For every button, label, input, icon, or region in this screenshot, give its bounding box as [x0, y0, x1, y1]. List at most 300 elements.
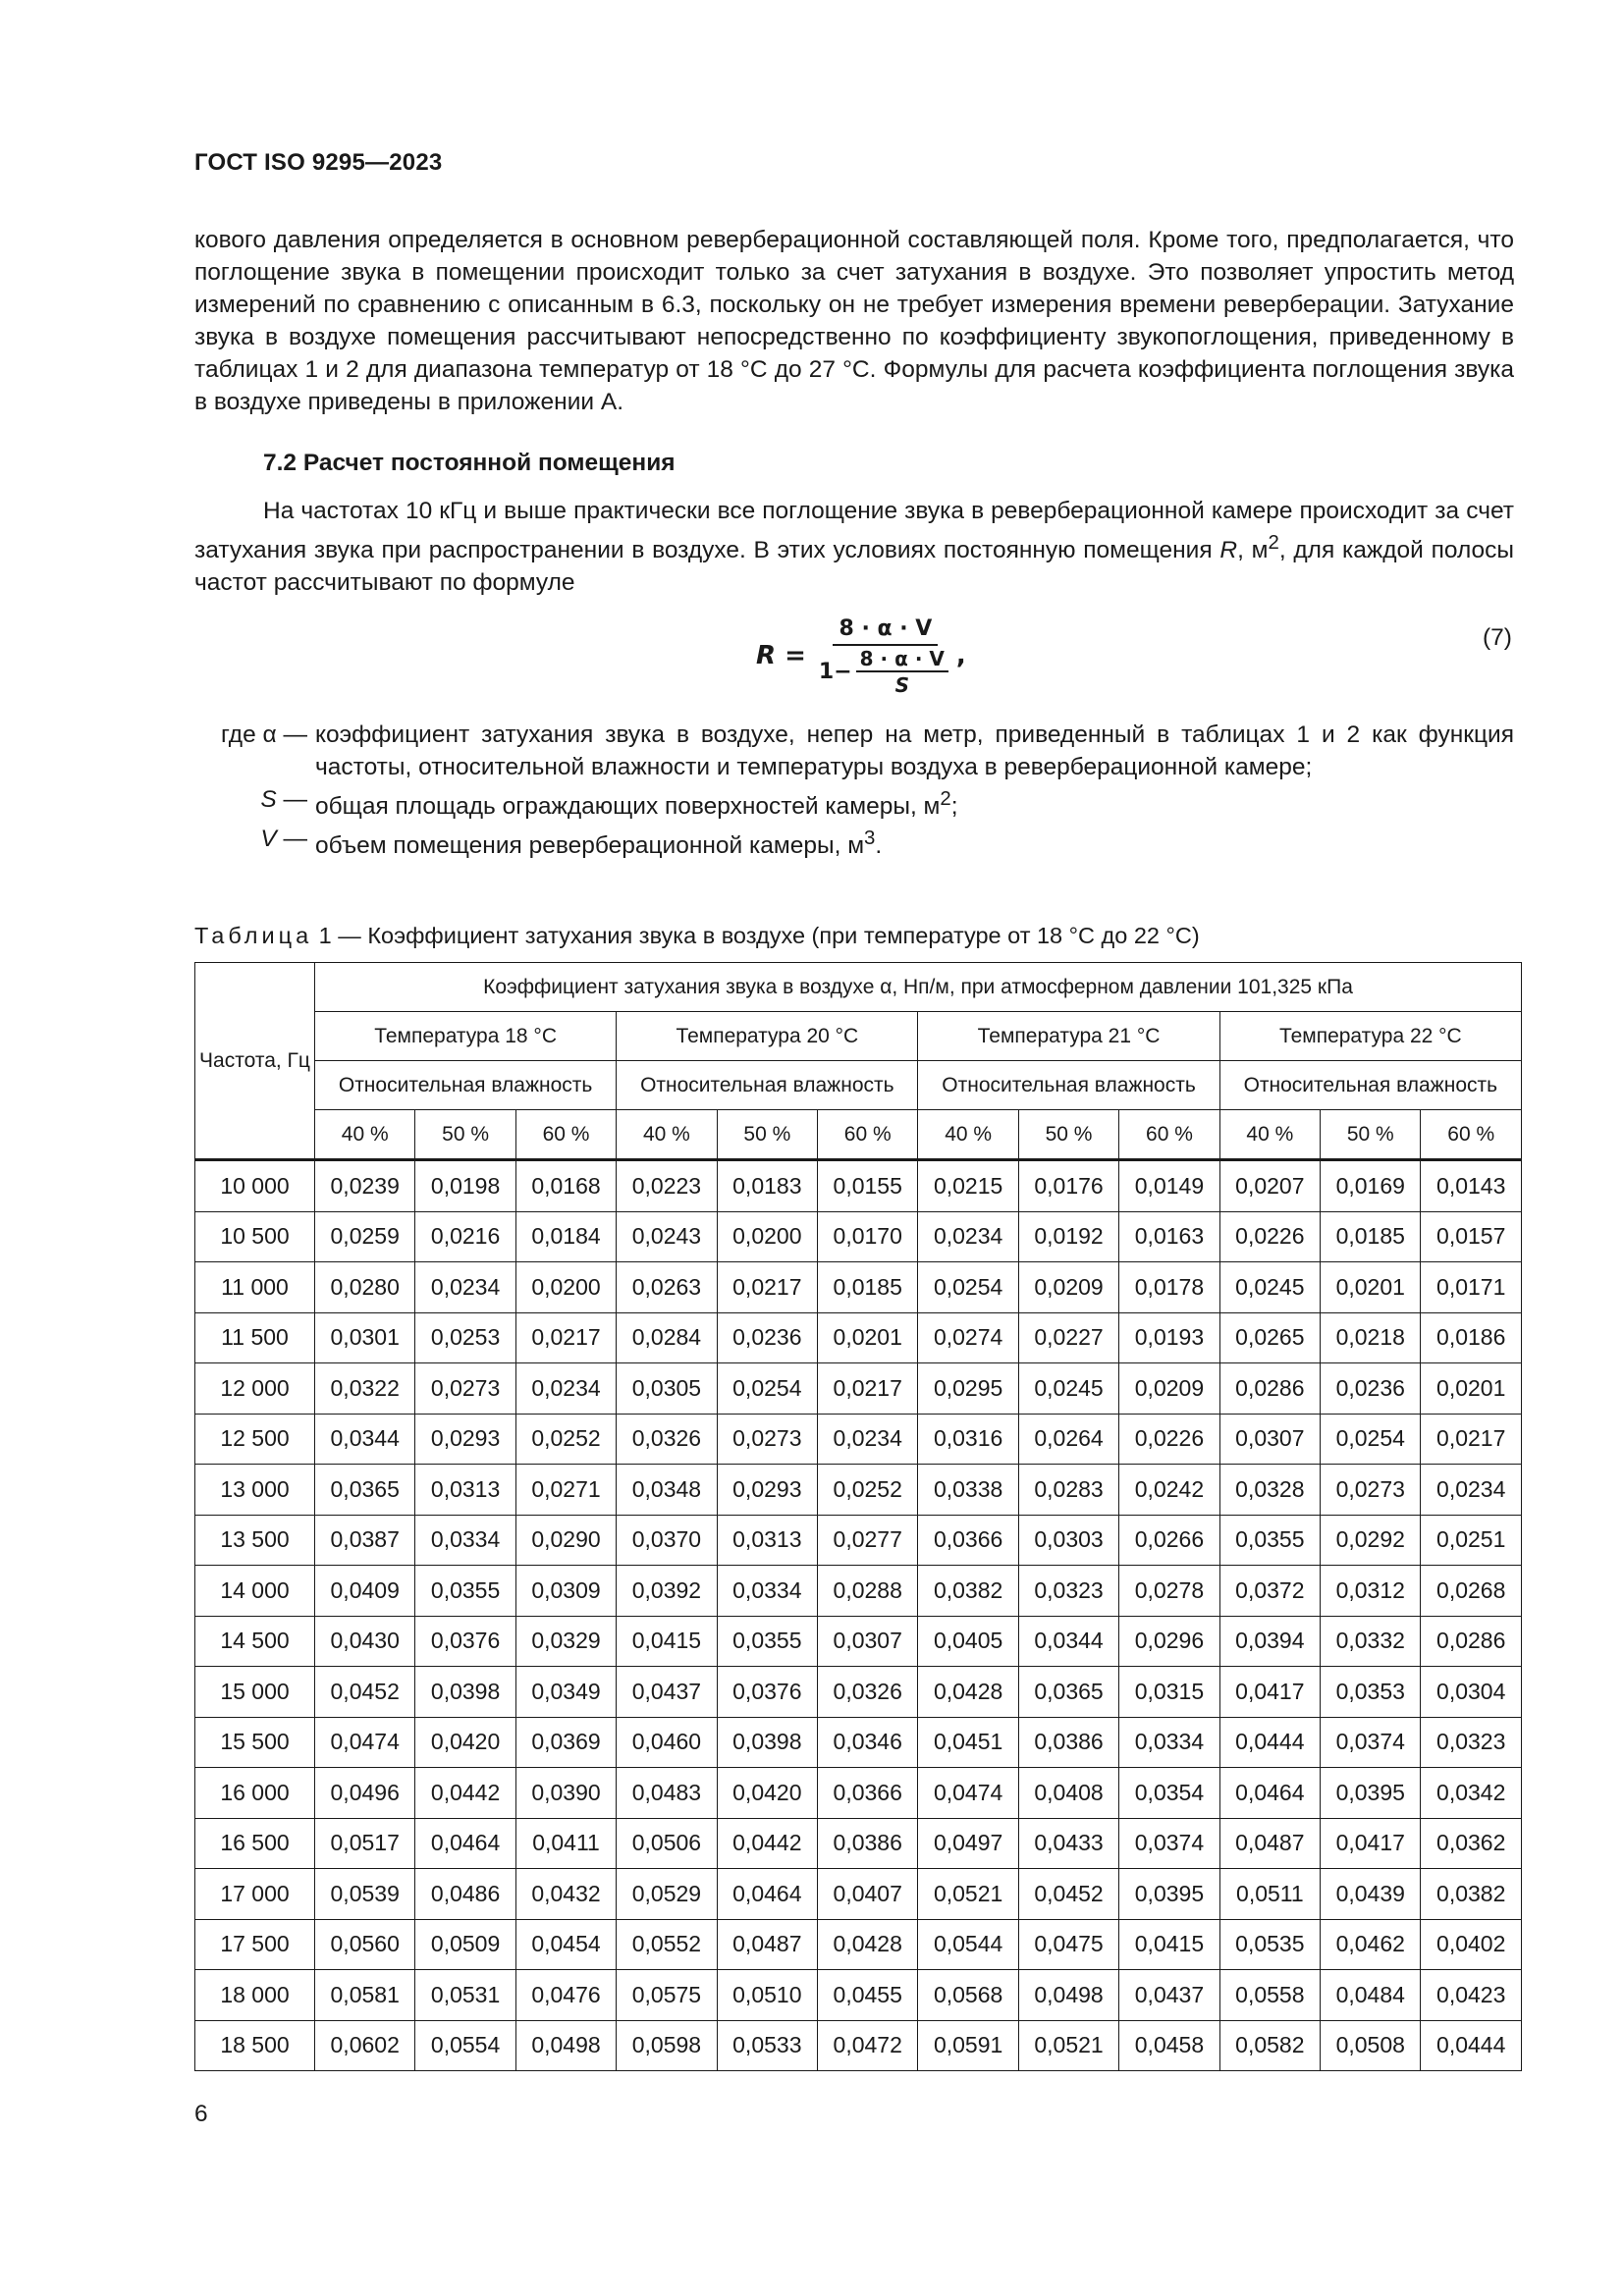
- value-cell: 0,0535: [1219, 1919, 1320, 1970]
- value-cell: 0,0312: [1321, 1566, 1421, 1617]
- section-heading: 7.2 Расчет постоянной помещения: [263, 450, 676, 476]
- value-cell: 0,0496: [315, 1768, 415, 1819]
- value-cell: 0,0376: [717, 1667, 817, 1718]
- value-cell: 0,0417: [1321, 1818, 1421, 1869]
- value-cell: 0,0252: [515, 1414, 616, 1465]
- value-cell: 0,0560: [315, 1919, 415, 1970]
- paragraph-text-end: , для каждой полосы частот рассчитывают по формуле: [194, 537, 1514, 597]
- humidity-level-header: 60 %: [1421, 1110, 1522, 1160]
- value-cell: 0,0176: [1018, 1160, 1118, 1212]
- value-cell: 0,0168: [515, 1160, 616, 1212]
- value-cell: 0,0442: [415, 1768, 515, 1819]
- value-cell: 0,0236: [1321, 1363, 1421, 1415]
- value-cell: 0,0462: [1321, 1919, 1421, 1970]
- value-cell: 0,0273: [415, 1363, 515, 1415]
- value-cell: 0,0376: [415, 1616, 515, 1667]
- value-cell: 0,0346: [818, 1717, 918, 1768]
- value-cell: 0,0280: [315, 1262, 415, 1313]
- formula-inner-denominator: S: [894, 672, 909, 697]
- table-row: [195, 1768, 1522, 1819]
- value-cell: 0,0398: [717, 1717, 817, 1768]
- value-cell: 0,0273: [717, 1414, 817, 1465]
- value-cell: 0,0338: [918, 1465, 1018, 1516]
- table-row: [195, 1363, 1522, 1415]
- value-cell: 0,0442: [717, 1818, 817, 1869]
- where-end: .: [875, 832, 883, 860]
- value-cell: 0,0355: [717, 1616, 817, 1667]
- value-cell: 0,0304: [1421, 1667, 1522, 1718]
- value-cell: 0,0509: [415, 1919, 515, 1970]
- value-cell: 0,0483: [617, 1768, 717, 1819]
- value-cell: 0,0365: [1018, 1667, 1118, 1718]
- value-cell: 0,0474: [315, 1717, 415, 1768]
- value-cell: 0,0591: [918, 2020, 1018, 2071]
- frequency-cell: 15 000: [195, 1667, 315, 1718]
- value-cell: 0,0217: [1421, 1414, 1522, 1465]
- humidity-level-header: 50 %: [1321, 1110, 1421, 1160]
- value-cell: 0,0382: [1421, 1869, 1522, 1920]
- value-cell: 0,0201: [818, 1312, 918, 1363]
- value-cell: 0,0185: [818, 1262, 918, 1313]
- value-cell: 0,0334: [415, 1515, 515, 1566]
- value-cell: 0,0581: [315, 1970, 415, 2021]
- table-row: [195, 1818, 1522, 1869]
- value-cell: 0,0253: [415, 1312, 515, 1363]
- value-cell: 0,0387: [315, 1515, 415, 1566]
- value-cell: 0,0506: [617, 1818, 717, 1869]
- value-cell: 0,0582: [1219, 2020, 1320, 2071]
- value-cell: 0,0334: [1119, 1717, 1219, 1768]
- value-cell: 0,0428: [818, 1919, 918, 1970]
- frequency-cell: 18 500: [195, 2020, 315, 2071]
- humidity-level-header: 50 %: [415, 1110, 515, 1160]
- where-description: объем помещения реверберационной камеры, м: [315, 832, 865, 860]
- value-cell: 0,0217: [717, 1262, 817, 1313]
- value-cell: 0,0192: [1018, 1211, 1118, 1262]
- frequency-cell: 16 500: [195, 1818, 315, 1869]
- value-cell: 0,0544: [918, 1919, 1018, 1970]
- value-cell: 0,0243: [617, 1211, 717, 1262]
- frequency-cell: 16 000: [195, 1768, 315, 1819]
- humidity-level-header: 40 %: [1219, 1110, 1320, 1160]
- table-row: [195, 1717, 1522, 1768]
- value-cell: 0,0531: [415, 1970, 515, 2021]
- frequency-cell: 15 500: [195, 1717, 315, 1768]
- value-cell: 0,0273: [1321, 1465, 1421, 1516]
- value-cell: 0,0476: [515, 1970, 616, 2021]
- value-cell: 0,0296: [1119, 1616, 1219, 1667]
- value-cell: 0,0252: [818, 1465, 918, 1516]
- unit-exponent: 2: [1268, 532, 1279, 554]
- value-cell: 0,0498: [1018, 1970, 1118, 2021]
- value-cell: 0,0268: [1421, 1566, 1522, 1617]
- where-item-alpha: [194, 719, 1514, 783]
- table-row: [195, 1869, 1522, 1920]
- value-cell: 0,0271: [515, 1465, 616, 1516]
- humidity-header: Относительная влажность: [918, 1061, 1219, 1110]
- value-cell: 0,0460: [617, 1717, 717, 1768]
- value-cell: 0,0217: [818, 1363, 918, 1415]
- value-cell: 0,0170: [818, 1211, 918, 1262]
- value-cell: 0,0149: [1119, 1160, 1219, 1212]
- formula-inner-fraction: [856, 648, 948, 696]
- value-cell: 0,0510: [717, 1970, 817, 2021]
- document-header: ГОСТ ISO 9295—2023: [194, 149, 443, 176]
- value-cell: 0,0451: [918, 1717, 1018, 1768]
- value-cell: 0,0464: [717, 1869, 817, 1920]
- table-row: [195, 1667, 1522, 1718]
- where-symbol: V: [260, 826, 277, 853]
- value-cell: 0,0223: [617, 1160, 717, 1212]
- value-cell: 0,0474: [918, 1768, 1018, 1819]
- value-cell: 0,0344: [1018, 1616, 1118, 1667]
- value-cell: 0,0372: [1219, 1566, 1320, 1617]
- value-cell: 0,0497: [918, 1818, 1018, 1869]
- value-cell: 0,0348: [617, 1465, 717, 1516]
- value-cell: 0,0417: [1219, 1667, 1320, 1718]
- value-cell: 0,0178: [1119, 1262, 1219, 1313]
- value-cell: 0,0374: [1321, 1717, 1421, 1768]
- formula-room-constant: [756, 611, 966, 701]
- value-cell: 0,0444: [1219, 1717, 1320, 1768]
- frequency-cell: 11 500: [195, 1312, 315, 1363]
- value-cell: 0,0464: [1219, 1768, 1320, 1819]
- value-cell: 0,0234: [1421, 1465, 1522, 1516]
- where-symbol: S: [260, 786, 277, 813]
- value-cell: 0,0517: [315, 1818, 415, 1869]
- frequency-cell: 13 000: [195, 1465, 315, 1516]
- temperature-header: Температура 21 °С: [918, 1012, 1219, 1061]
- value-cell: 0,0326: [818, 1667, 918, 1718]
- humidity-level-header: 40 %: [617, 1110, 717, 1160]
- value-cell: 0,0326: [617, 1414, 717, 1465]
- value-cell: 0,0498: [515, 2020, 616, 2071]
- value-cell: 0,0392: [617, 1566, 717, 1617]
- value-cell: 0,0353: [1321, 1667, 1421, 1718]
- value-cell: 0,0395: [1119, 1869, 1219, 1920]
- formula-inner-numerator: 8 · α · V: [856, 648, 948, 672]
- value-cell: 0,0552: [617, 1919, 717, 1970]
- humidity-level-header: 40 %: [918, 1110, 1018, 1160]
- value-cell: 0,0236: [717, 1312, 817, 1363]
- value-cell: 0,0428: [918, 1667, 1018, 1718]
- value-cell: 0,0234: [918, 1211, 1018, 1262]
- value-cell: 0,0464: [415, 1818, 515, 1869]
- where-description: коэффициент затухания звука в воздухе, непер на метр, приведенный в таблицах 1 и 2 как функция частоты, относительной влажности и температуры воздуха в реверберационной камере;: [315, 721, 1514, 780]
- value-cell: 0,0437: [617, 1667, 717, 1718]
- value-cell: 0,0521: [918, 1869, 1018, 1920]
- value-cell: 0,0254: [1321, 1414, 1421, 1465]
- value-cell: 0,0420: [415, 1717, 515, 1768]
- value-cell: 0,0305: [617, 1363, 717, 1415]
- value-cell: 0,0254: [918, 1262, 1018, 1313]
- formula-den-one: 1−: [818, 659, 852, 684]
- value-cell: 0,0143: [1421, 1160, 1522, 1212]
- value-cell: 0,0242: [1119, 1465, 1219, 1516]
- value-cell: 0,0533: [717, 2020, 817, 2071]
- value-cell: 0,0598: [617, 2020, 717, 2071]
- value-cell: 0,0374: [1119, 1818, 1219, 1869]
- where-symbol: α: [262, 721, 277, 748]
- value-cell: 0,0309: [515, 1566, 616, 1617]
- frequency-cell: 18 000: [195, 1970, 315, 2021]
- value-cell: 0,0344: [315, 1414, 415, 1465]
- value-cell: 0,0217: [515, 1312, 616, 1363]
- table-row: [195, 1414, 1522, 1465]
- formula-number: (7): [1483, 624, 1512, 651]
- value-cell: 0,0486: [415, 1869, 515, 1920]
- value-cell: 0,0218: [1321, 1312, 1421, 1363]
- formula-lhs: R: [756, 641, 777, 670]
- temperature-header: Температура 20 °С: [617, 1012, 918, 1061]
- frequency-cell: 10 000: [195, 1160, 315, 1212]
- value-cell: 0,0568: [918, 1970, 1018, 2021]
- table-row: [195, 2020, 1522, 2071]
- where-dash: —: [276, 786, 307, 813]
- value-cell: 0,0444: [1421, 2020, 1522, 2071]
- value-cell: 0,0157: [1421, 1211, 1522, 1262]
- value-cell: 0,0398: [415, 1667, 515, 1718]
- value-cell: 0,0408: [1018, 1768, 1118, 1819]
- value-cell: 0,0458: [1119, 2020, 1219, 2071]
- value-cell: 0,0245: [1219, 1262, 1320, 1313]
- value-cell: 0,0487: [1219, 1818, 1320, 1869]
- humidity-level-header: 60 %: [515, 1110, 616, 1160]
- value-cell: 0,0355: [1219, 1515, 1320, 1566]
- value-cell: 0,0169: [1321, 1160, 1421, 1212]
- value-cell: 0,0274: [918, 1312, 1018, 1363]
- value-cell: 0,0259: [315, 1211, 415, 1262]
- value-cell: 0,0284: [617, 1312, 717, 1363]
- value-cell: 0,0234: [515, 1363, 616, 1415]
- temperature-header: Температура 22 °С: [1219, 1012, 1521, 1061]
- value-cell: 0,0415: [617, 1616, 717, 1667]
- value-cell: 0,0437: [1119, 1970, 1219, 2021]
- formula-main-fraction: [819, 616, 952, 696]
- paragraph-text: На частотах 10 кГц и выше практически все поглощение звука в реверберационной камере происходит за счет затухания звука при распространении в воздухе. В этих условиях постоянную помещения: [194, 498, 1514, 564]
- value-cell: 0,0209: [1018, 1262, 1118, 1313]
- where-lead-word: где: [220, 721, 263, 748]
- value-cell: 0,0315: [1119, 1667, 1219, 1718]
- value-cell: 0,0316: [918, 1414, 1018, 1465]
- table-row: [195, 1515, 1522, 1566]
- value-cell: 0,0201: [1321, 1262, 1421, 1313]
- unit-text: , м: [1237, 537, 1269, 564]
- table-caption-label: Таблица: [194, 923, 313, 948]
- value-cell: 0,0216: [415, 1211, 515, 1262]
- value-cell: 0,0409: [315, 1566, 415, 1617]
- where-list: [194, 719, 1514, 862]
- value-cell: 0,0423: [1421, 1970, 1522, 2021]
- table-caption: [194, 923, 1200, 949]
- table-row: [195, 1211, 1522, 1262]
- table-row: [195, 1262, 1522, 1313]
- frequency-cell: 14 000: [195, 1566, 315, 1617]
- value-cell: 0,0193: [1119, 1312, 1219, 1363]
- frequency-cell: 13 500: [195, 1515, 315, 1566]
- value-cell: 0,0508: [1321, 2020, 1421, 2071]
- paragraph-intro: кового давления определяется в основном реверберационной составляющей поля. Кроме того, предполагается, что поглощение звука в помещении происходит только за счет затухания в воздухе. Это позволяет упростить метод измерений по сравнению с описанным в 6.3, поскольку он не требует измерения времени реверберации. Затухание звука в воздухе помещения рассчитывают непосредственно по коэффициенту звукопоглощения, приведенному в таблицах 1 и 2 для диапазона температур от 18 °С до 27 °С. Формулы для расчета коэффициента поглощения звука в воздухе приведены в приложении А.: [194, 227, 1514, 415]
- humidity-level-header: 40 %: [315, 1110, 415, 1160]
- formula-denominator: [819, 646, 952, 696]
- frequency-column-header: Частота, Гц: [195, 963, 315, 1160]
- frequency-cell: 14 500: [195, 1616, 315, 1667]
- value-cell: 0,0163: [1119, 1211, 1219, 1262]
- humidity-level-header: 50 %: [1018, 1110, 1118, 1160]
- value-cell: 0,0575: [617, 1970, 717, 2021]
- value-cell: 0,0554: [415, 2020, 515, 2071]
- value-cell: 0,0323: [1421, 1717, 1522, 1768]
- value-cell: 0,0405: [918, 1616, 1018, 1667]
- symbol-r: R: [1219, 537, 1238, 564]
- where-end: ;: [950, 793, 958, 821]
- formula-comma: ,: [955, 641, 966, 670]
- value-cell: 0,0382: [918, 1566, 1018, 1617]
- value-cell: 0,0286: [1421, 1616, 1522, 1667]
- value-cell: 0,0420: [717, 1768, 817, 1819]
- value-cell: 0,0215: [918, 1160, 1018, 1212]
- value-cell: 0,0313: [717, 1515, 817, 1566]
- table-caption-text: 1 — Коэффициент затухания звука в воздухе (при температуре от 18 °С до 22 °С): [312, 923, 1200, 948]
- value-cell: 0,0227: [1018, 1312, 1118, 1363]
- value-cell: 0,0303: [1018, 1515, 1118, 1566]
- frequency-cell: 12 000: [195, 1363, 315, 1415]
- value-cell: 0,0390: [515, 1768, 616, 1819]
- value-cell: 0,0394: [1219, 1616, 1320, 1667]
- value-cell: 0,0362: [1421, 1818, 1522, 1869]
- value-cell: 0,0472: [818, 2020, 918, 2071]
- value-cell: 0,0395: [1321, 1768, 1421, 1819]
- value-cell: 0,0184: [515, 1211, 616, 1262]
- value-cell: 0,0239: [315, 1160, 415, 1212]
- value-cell: 0,0234: [415, 1262, 515, 1313]
- value-cell: 0,0484: [1321, 1970, 1421, 2021]
- value-cell: 0,0349: [515, 1667, 616, 1718]
- where-description: общая площадь ограждающих поверхностей камеры, м: [315, 793, 941, 821]
- table-row: [195, 1919, 1522, 1970]
- value-cell: 0,0322: [315, 1363, 415, 1415]
- value-cell: 0,0370: [617, 1515, 717, 1566]
- value-cell: 0,0263: [617, 1262, 717, 1313]
- group-header: Коэффициент затухания звука в воздухе α, Нп/м, при атмосферном давлении 101,325 кПа: [315, 963, 1522, 1012]
- value-cell: 0,0415: [1119, 1919, 1219, 1970]
- value-cell: 0,0283: [1018, 1465, 1118, 1516]
- value-cell: 0,0278: [1119, 1566, 1219, 1617]
- value-cell: 0,0452: [315, 1667, 415, 1718]
- value-cell: 0,0329: [515, 1616, 616, 1667]
- value-cell: 0,0186: [1421, 1312, 1522, 1363]
- value-cell: 0,0332: [1321, 1616, 1421, 1667]
- value-cell: 0,0439: [1321, 1869, 1421, 1920]
- value-cell: 0,0234: [818, 1414, 918, 1465]
- value-cell: 0,0411: [515, 1818, 616, 1869]
- value-cell: 0,0323: [1018, 1566, 1118, 1617]
- frequency-cell: 11 000: [195, 1262, 315, 1313]
- value-cell: 0,0245: [1018, 1363, 1118, 1415]
- value-cell: 0,0171: [1421, 1262, 1522, 1313]
- value-cell: 0,0366: [918, 1515, 1018, 1566]
- value-cell: 0,0293: [717, 1465, 817, 1516]
- value-cell: 0,0226: [1119, 1414, 1219, 1465]
- frequency-cell: 17 000: [195, 1869, 315, 1920]
- value-cell: 0,0433: [1018, 1818, 1118, 1869]
- temperature-header: Температура 18 °С: [315, 1012, 617, 1061]
- table-row: [195, 1970, 1522, 2021]
- value-cell: 0,0354: [1119, 1768, 1219, 1819]
- value-cell: 0,0183: [717, 1160, 817, 1212]
- value-cell: 0,0602: [315, 2020, 415, 2071]
- value-cell: 0,0198: [415, 1160, 515, 1212]
- value-cell: 0,0455: [818, 1970, 918, 2021]
- value-cell: 0,0207: [1219, 1160, 1320, 1212]
- value-cell: 0,0301: [315, 1312, 415, 1363]
- value-cell: 0,0292: [1321, 1515, 1421, 1566]
- value-cell: 0,0386: [1018, 1717, 1118, 1768]
- formula-numerator: 8 · α · V: [833, 616, 938, 646]
- value-cell: 0,0529: [617, 1869, 717, 1920]
- value-cell: 0,0209: [1119, 1363, 1219, 1415]
- value-cell: 0,0307: [1219, 1414, 1320, 1465]
- table-row: [195, 1465, 1522, 1516]
- value-cell: 0,0226: [1219, 1211, 1320, 1262]
- value-cell: 0,0355: [415, 1566, 515, 1617]
- value-cell: 0,0475: [1018, 1919, 1118, 1970]
- value-cell: 0,0402: [1421, 1919, 1522, 1970]
- value-cell: 0,0200: [717, 1211, 817, 1262]
- frequency-cell: 17 500: [195, 1919, 315, 1970]
- value-cell: 0,0251: [1421, 1515, 1522, 1566]
- value-cell: 0,0452: [1018, 1869, 1118, 1920]
- table-row: [195, 1312, 1522, 1363]
- value-cell: 0,0313: [415, 1465, 515, 1516]
- value-cell: 0,0155: [818, 1160, 918, 1212]
- value-cell: 0,0185: [1321, 1211, 1421, 1262]
- humidity-header: Относительная влажность: [315, 1061, 617, 1110]
- value-cell: 0,0334: [717, 1566, 817, 1617]
- table-row: [195, 1566, 1522, 1617]
- frequency-cell: 10 500: [195, 1211, 315, 1262]
- value-cell: 0,0264: [1018, 1414, 1118, 1465]
- value-cell: 0,0266: [1119, 1515, 1219, 1566]
- humidity-header: Относительная влажность: [1219, 1061, 1521, 1110]
- value-cell: 0,0521: [1018, 2020, 1118, 2071]
- where-exponent: 3: [864, 828, 876, 850]
- where-dash: —: [276, 721, 307, 748]
- where-dash: —: [276, 826, 307, 853]
- table-row: [195, 1616, 1522, 1667]
- value-cell: 0,0286: [1219, 1363, 1320, 1415]
- value-cell: 0,0365: [315, 1465, 415, 1516]
- value-cell: 0,0366: [818, 1768, 918, 1819]
- value-cell: 0,0265: [1219, 1312, 1320, 1363]
- value-cell: 0,0432: [515, 1869, 616, 1920]
- value-cell: 0,0328: [1219, 1465, 1320, 1516]
- value-cell: 0,0288: [818, 1566, 918, 1617]
- value-cell: 0,0407: [818, 1869, 918, 1920]
- value-cell: 0,0454: [515, 1919, 616, 1970]
- value-cell: 0,0290: [515, 1515, 616, 1566]
- value-cell: 0,0487: [717, 1919, 817, 1970]
- where-item-s: [194, 783, 1514, 823]
- table-row: [195, 1160, 1522, 1212]
- page-number: 6: [194, 2101, 208, 2127]
- value-cell: 0,0200: [515, 1262, 616, 1313]
- value-cell: 0,0201: [1421, 1363, 1522, 1415]
- value-cell: 0,0386: [818, 1818, 918, 1869]
- value-cell: 0,0558: [1219, 1970, 1320, 2021]
- value-cell: 0,0539: [315, 1869, 415, 1920]
- attenuation-table: [194, 962, 1522, 2071]
